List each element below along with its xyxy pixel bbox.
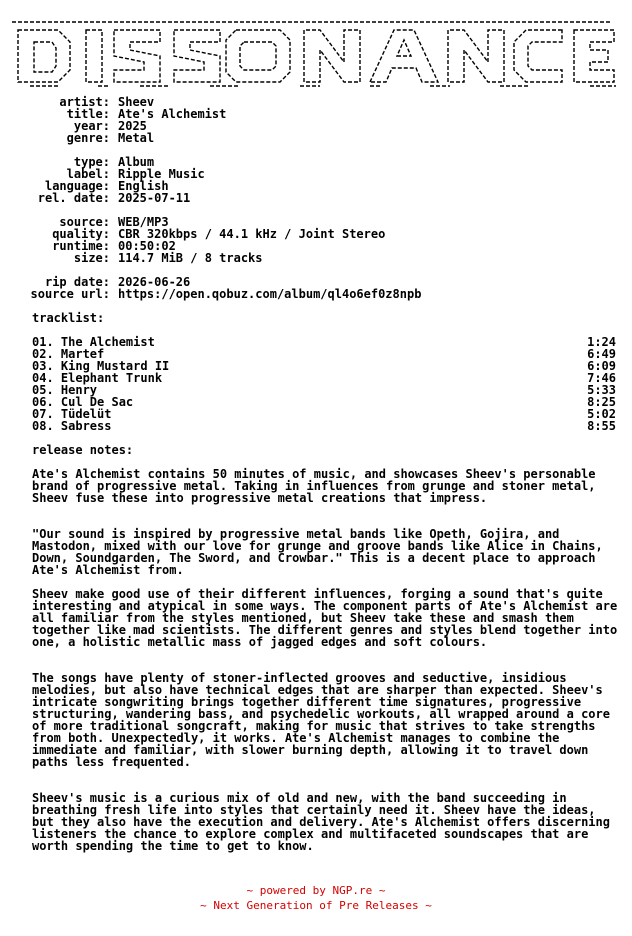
meta-value: Sheev xyxy=(118,95,155,109)
meta-key: artist: xyxy=(59,95,110,109)
meta-row xyxy=(0,252,421,264)
track-name: 06. Cul De Sac xyxy=(32,395,134,409)
meta-value: Ate's Alchemist xyxy=(118,107,227,121)
track-name: 03. King Mustard II xyxy=(32,359,170,373)
meta-value: 00:50:02 xyxy=(118,239,176,253)
meta-key: year: xyxy=(73,119,110,133)
meta-key: rip date: xyxy=(44,275,110,289)
meta-value: WEB/MP3 xyxy=(118,215,169,229)
track-row xyxy=(32,372,616,384)
release-notes-paragraph: Sheev make good use of their different influences, forging a sound that's quite interesting and atypical in some ways. The component parts of Ate's Alchemist are all familiar from the styles mentioned, but Sheev take these and smash them together like mad scientists. The different genres and styles blend together into one, a holistic metallic mass of jagged edges and soft colours. xyxy=(32,587,618,649)
release-notes-heading: release notes: xyxy=(32,443,134,457)
track-row xyxy=(32,396,616,408)
track-duration: 8:55 xyxy=(587,419,616,433)
track-row xyxy=(32,408,616,420)
track-name: 07. Tüdelüt xyxy=(32,407,112,421)
track-duration: 5:33 xyxy=(587,383,616,397)
track-row xyxy=(32,420,616,432)
footer-tagline: ~ Next Generation of Pre Releases ~ xyxy=(200,899,432,912)
track-duration: 6:49 xyxy=(587,347,616,361)
track-duration: 8:25 xyxy=(587,395,616,409)
track-duration: 6:09 xyxy=(587,359,616,373)
release-notes-paragraph: "Our sound is inspired by progressive metal bands like Opeth, Gojira, and Mastodon, mixed with our love for grunge and groove bands like Alice in Chains, Down, Soundgarden, The Sword, and Crowbar." This is a decent place to approach Ate's Alchemist from. xyxy=(32,527,603,577)
meta-key: language: xyxy=(44,179,110,193)
track-row xyxy=(32,336,616,348)
meta-key: type: xyxy=(73,155,110,169)
track-name: 02. Martef xyxy=(32,347,105,361)
meta-value: English xyxy=(118,179,169,193)
meta-row xyxy=(0,108,421,120)
release-notes-paragraph: Ate's Alchemist contains 50 minutes of music, and showcases Sheev's personable brand of progressive metal. Taking in influences from grunge and stoner metal, Sheev fuse these into progressive metal creations that impress. xyxy=(32,467,596,505)
meta-key: label: xyxy=(66,167,110,181)
meta-row xyxy=(0,288,421,300)
meta-value: 114.7 MiB / 8 tracks xyxy=(118,251,263,265)
release-metadata xyxy=(0,96,421,300)
meta-row xyxy=(0,120,421,132)
meta-value: CBR 320kbps / 44.1 kHz / Joint Stereo xyxy=(118,227,386,241)
track-name: 04. Elephant Trunk xyxy=(32,371,163,385)
meta-row xyxy=(0,192,421,204)
footer-powered-by: ~ powered by NGP.re ~ xyxy=(246,884,386,897)
meta-row xyxy=(0,156,421,168)
meta-value: 2025 xyxy=(118,119,147,133)
track-duration: 5:02 xyxy=(587,407,616,421)
track-duration: 7:46 xyxy=(587,371,616,385)
release-notes-paragraph: The songs have plenty of stoner-inflected grooves and seductive, insidious melodies, but also have technical edges that are sharper than expected. Sheev's intricate songwriting brings together different time signatures, progressive structuring, wandering bass, and psychedelic workouts, all wrapped around a core of more traditional songcraft, making for music that strives to take strengths from both. Unexpectedly, it works. Ate's Alchemist manages to combine the immediate and familiar, with slower burning depth, allowing it to travel down paths less frequented. xyxy=(32,671,610,769)
track-name: 01. The Alchemist xyxy=(32,335,155,349)
meta-key: genre: xyxy=(66,131,110,145)
meta-value: Metal xyxy=(118,131,155,145)
meta-key: source: xyxy=(59,215,110,229)
meta-key: title: xyxy=(66,107,110,121)
banner-art xyxy=(10,12,622,90)
track-name: 05. Henry xyxy=(32,383,98,397)
meta-key: quality: xyxy=(52,227,110,241)
meta-key: size: xyxy=(73,251,110,265)
release-notes-paragraph: Sheev's music is a curious mix of old and new, with the band succeeding in breathing fresh life into styles that certainly need it. Sheev have the ideas, but they also have the execution and delivery. Ate's Alchemist offers discerning listeners the chance to explore complex and multifaceted soundscapes that are worth spending the time to get to know. xyxy=(32,791,610,853)
meta-value: Album xyxy=(118,155,155,169)
tracklist-heading: tracklist: xyxy=(32,311,105,325)
track-duration: 1:24 xyxy=(587,335,616,349)
meta-row xyxy=(0,132,421,144)
meta-spacer xyxy=(0,144,421,156)
meta-value: 2026-06-26 xyxy=(118,275,191,289)
track-name: 08. Sabress xyxy=(32,419,112,433)
meta-value: Ripple Music xyxy=(118,167,205,181)
ascii-banner-logo xyxy=(10,12,622,90)
meta-key: source url: xyxy=(30,287,110,301)
meta-value: https://open.qobuz.com/album/ql4o6ef0z8npb xyxy=(118,287,422,301)
meta-key: runtime: xyxy=(52,239,110,253)
meta-key: rel. date: xyxy=(37,191,110,205)
meta-value: 2025-07-11 xyxy=(118,191,191,205)
